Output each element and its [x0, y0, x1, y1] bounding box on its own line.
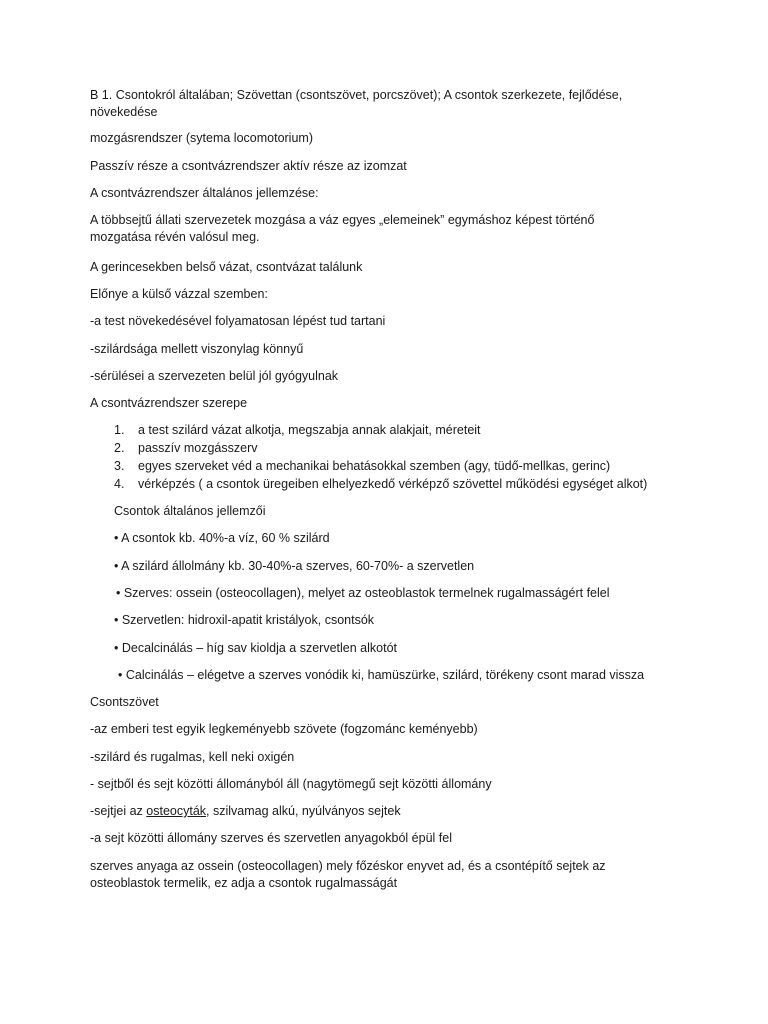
- advantage-item: -a test növekedésével folyamatosan lépést tud tartani: [90, 314, 386, 328]
- role-text: vérképzés ( a csontok üregeiben elhelyezkedő vérképző szövettel működési egységet alkot): [138, 477, 648, 491]
- osteocyte-term: osteocyták: [146, 804, 207, 818]
- paragraph-locomotorium: mozgásrendszer (sytema locomotorium): [90, 131, 313, 145]
- tissue-item: - sejtből és sejt közötti állományból áll (nagytömegű sejt közötti állomány: [90, 777, 492, 791]
- role-number: 3.: [114, 459, 125, 473]
- role-text: a test szilárd vázat alkotja, megszabja annak alakjait, méreteit: [138, 423, 481, 437]
- advantage-item: -szilárdsága mellett viszonylag könnyű: [90, 342, 304, 356]
- role-list-item: [114, 422, 481, 438]
- tissue-title: Csontszövet: [90, 695, 159, 709]
- tissue-text: , szilvamag alkú, nyúlványos sejtek: [206, 804, 401, 818]
- role-list-item: [114, 440, 257, 456]
- paragraph-inner-skeleton: A gerincesekben belső vázat, csontvázat találunk: [90, 260, 363, 274]
- paragraph-movement: A többsejtű állati szervezetek mozgása a váz egyes „elemeinek” egymáshoz képest történő mozgatása révén valósul meg.: [90, 213, 595, 244]
- paragraph-general-title: A csontvázrendszer általános jellemzése:: [90, 186, 319, 200]
- role-text: egyes szerveket véd a mechanikai behatásokkal szemben (agy, tüdő-mellkas, gerinc): [138, 459, 611, 473]
- tissue-item: -a sejt közötti állomány szerves és szervetlen anyagokból épül fel: [90, 831, 452, 845]
- role-number: 1.: [114, 423, 125, 437]
- role-list-item: [114, 458, 610, 474]
- tissue-text: -sejtjei az: [90, 804, 147, 818]
- role-number: 2.: [114, 441, 125, 455]
- tissue-item: [90, 803, 401, 819]
- bullet-item: • Decalcinálás – híg sav kioldja a szervetlen alkotót: [114, 641, 397, 655]
- tissue-item: -az emberi test egyik legkeményebb szövete (fogzománc keményebb): [90, 722, 478, 736]
- bullet-item: • Szervetlen: hidroxil-apatit kristályok, csontsók: [114, 613, 375, 627]
- role-number: 4.: [114, 477, 125, 491]
- paragraph-passive-active: Passzív része a csontvázrendszer aktív része az izomzat: [90, 159, 407, 173]
- paragraph-advantages-title: Előnye a külső vázzal szemben:: [90, 287, 268, 301]
- role-list-item: [114, 476, 647, 492]
- bullet-item: • Calcinálás – elégetve a szerves vonódik ki, hamüszürke, szilárd, törékeny csont marad vissza: [118, 668, 645, 682]
- tissue-paragraph: szerves anyaga az ossein (osteocollagen) mely főzéskor enyvet ad, és a csontépítő sejtek az osteoblastok termelik, ez adja a csontok rugalmasságát: [90, 859, 606, 890]
- bullet-item: • Szerves: ossein (osteocollagen), melyet az osteoblastok termelnek rugalmasságért felel: [116, 586, 610, 600]
- role-text: passzív mozgásszerv: [138, 441, 258, 455]
- role-title: A csontvázrendszer szerepe: [90, 396, 248, 410]
- general-title: Csontok általános jellemzői: [114, 504, 266, 518]
- advantage-item: -sérülései a szervezeten belül jól gyógyulnak: [90, 369, 339, 383]
- tissue-item: -szilárd és rugalmas, kell neki oxigén: [90, 750, 295, 764]
- bullet-item: • A szilárd állolmány kb. 30-40%-a szerves, 60-70%- a szervetlen: [114, 559, 475, 573]
- bullet-item: • A csontok kb. 40%-a víz, 60 % szilárd: [114, 531, 330, 545]
- document-heading: B 1. Csontokról általában; Szövettan (csontszövet, porcszövet); A csontok szerkezete, fejlődése, növekedése: [90, 88, 623, 119]
